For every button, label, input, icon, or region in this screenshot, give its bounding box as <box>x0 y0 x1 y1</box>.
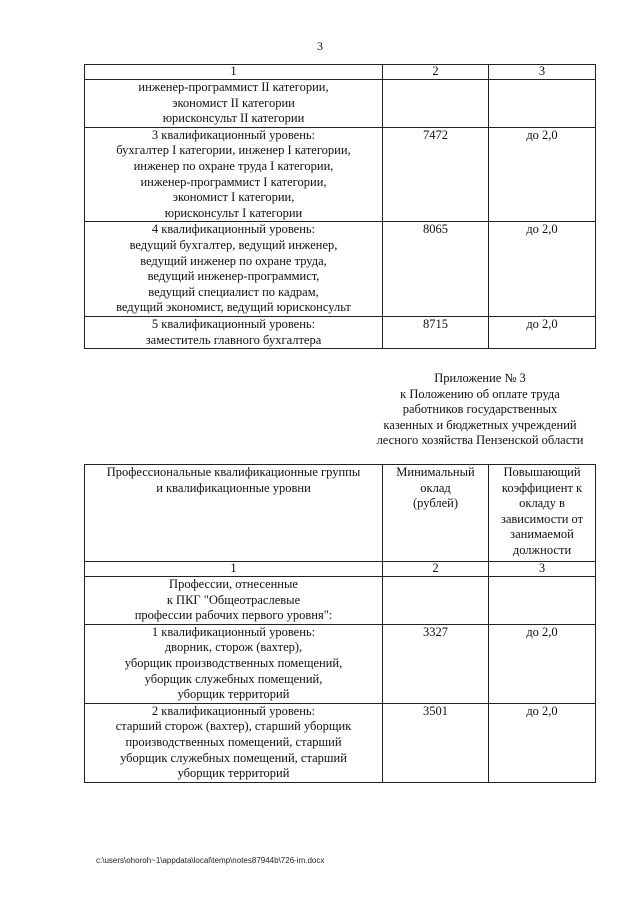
text-line: должности <box>512 542 572 557</box>
salary-cell <box>383 577 489 625</box>
text-line: оклад <box>420 480 451 495</box>
column-number-2: 2 <box>383 65 489 80</box>
text-line: 1 квалификационный уровень: <box>151 624 316 639</box>
column-number-row <box>85 65 596 80</box>
salary-cell: 8715 <box>383 316 489 348</box>
appendix-heading <box>360 371 600 449</box>
text-line: работников государственных <box>402 402 558 417</box>
text-line: лесного хозяйства Пензенской области <box>376 433 584 448</box>
column-number-1: 1 <box>85 562 383 577</box>
text-line: производственных помещений, старший <box>125 734 342 749</box>
footer-file-path: c:\users\ohoroh~1\appdata\local\temp\notes87944b\726-im.docx <box>96 856 325 865</box>
text-line: Профессии, отнесенные <box>169 577 298 591</box>
table-row <box>85 703 596 782</box>
salary-table-continued-body <box>85 65 596 349</box>
text-line: (рублей) <box>412 496 459 511</box>
text-line: дворник, сторож (вахтер), <box>164 640 303 655</box>
text-line: Повышающий <box>503 465 581 479</box>
text-line: уборщик служебных помещений, <box>144 671 323 686</box>
salary-cell: 7472 <box>383 127 489 222</box>
text-line: Профессиональные квалификационные группы <box>106 465 361 479</box>
column-number-1: 1 <box>85 65 383 80</box>
qualification-level-cell <box>85 222 383 317</box>
header-qualification-groups <box>85 465 383 562</box>
text-line: 5 квалификационный уровень: <box>151 316 316 331</box>
table-row <box>85 624 596 703</box>
text-line: заместитель главного бухгалтера <box>145 332 322 347</box>
text-line: уборщик служебных помещений, старший <box>120 750 347 765</box>
table-row <box>85 316 596 348</box>
text-line: инженер по охране труда I категории, <box>133 158 334 173</box>
salary-table-appendix-3 <box>84 464 596 783</box>
coefficient-cell: до 2,0 <box>489 624 596 703</box>
text-line: ведущий инженер-программист, <box>147 269 320 284</box>
column-number-3: 3 <box>489 65 596 80</box>
text-line: Приложение № 3 <box>434 371 526 385</box>
column-number-row <box>85 562 596 577</box>
text-line: и квалификационные уровни <box>156 480 311 495</box>
header-coefficient <box>489 465 596 562</box>
coefficient-cell: до 2,0 <box>489 703 596 782</box>
text-line: уборщик территорий <box>177 766 290 781</box>
text-line: 4 квалификационный уровень: <box>151 222 316 237</box>
text-line: юрисконсульт I категории <box>164 205 303 220</box>
qualification-level-cell <box>85 577 383 625</box>
text-line: зависимости от <box>500 511 584 526</box>
page-number: 3 <box>317 39 323 53</box>
text-line: ведущий бухгалтер, ведущий инженер, <box>129 237 338 252</box>
salary-table-continued <box>84 64 596 349</box>
qualification-level-cell <box>85 127 383 222</box>
salary-cell: 3327 <box>383 624 489 703</box>
salary-cell: 8065 <box>383 222 489 317</box>
table-header-row <box>85 465 596 562</box>
column-number-2: 2 <box>383 562 489 577</box>
text-line: экономист II категории <box>172 95 295 110</box>
text-line: уборщик производственных помещений, <box>124 655 343 670</box>
text-line: 2 квалификационный уровень: <box>151 703 316 718</box>
text-line: уборщик территорий <box>177 687 290 702</box>
text-line: профессии рабочих первого уровня": <box>134 608 333 623</box>
coefficient-cell <box>489 577 596 625</box>
text-line: 3 квалификационный уровень: <box>151 127 316 142</box>
text-line: ведущий специалист по кадрам, <box>148 284 319 299</box>
qualification-level-cell <box>85 316 383 348</box>
table-row <box>85 127 596 222</box>
text-line: занимаемой <box>510 527 574 542</box>
text-line: ведущий инженер по охране труда, <box>140 253 327 268</box>
salary-table-appendix-3-body <box>85 465 596 783</box>
text-line: к Положению об оплате труда <box>400 386 560 401</box>
salary-cell: 3501 <box>383 703 489 782</box>
text-line: бухгалтер I категории, инженер I категории, <box>116 143 351 158</box>
coefficient-cell <box>489 80 596 128</box>
qualification-level-cell <box>85 703 383 782</box>
text-line: коэффициент к <box>501 480 583 495</box>
header-minimal-salary <box>383 465 489 562</box>
qualification-level-cell <box>85 624 383 703</box>
coefficient-cell: до 2,0 <box>489 127 596 222</box>
text-line: экономист I категории, <box>172 190 295 205</box>
text-line: старший сторож (вахтер), старший уборщик <box>115 719 352 734</box>
text-line: окладу в <box>519 496 565 511</box>
coefficient-cell: до 2,0 <box>489 222 596 317</box>
text-line: юрисконсульт II категории <box>162 111 305 126</box>
text-line: инженер-программист I категории, <box>140 174 327 189</box>
table-row <box>85 80 596 128</box>
table-row <box>85 577 596 625</box>
coefficient-cell: до 2,0 <box>489 316 596 348</box>
table-row <box>85 222 596 317</box>
qualification-level-cell <box>85 80 383 128</box>
text-line: Минимальный <box>396 465 475 479</box>
text-line: казенных и бюджетных учреждений <box>383 417 577 432</box>
salary-cell <box>383 80 489 128</box>
column-number-3: 3 <box>489 562 596 577</box>
text-line: к ПКГ "Общеотраслевые <box>166 592 301 607</box>
text-line: ведущий экономист, ведущий юрисконсульт <box>116 300 351 315</box>
text-line: инженер-программист II категории, <box>138 80 329 94</box>
